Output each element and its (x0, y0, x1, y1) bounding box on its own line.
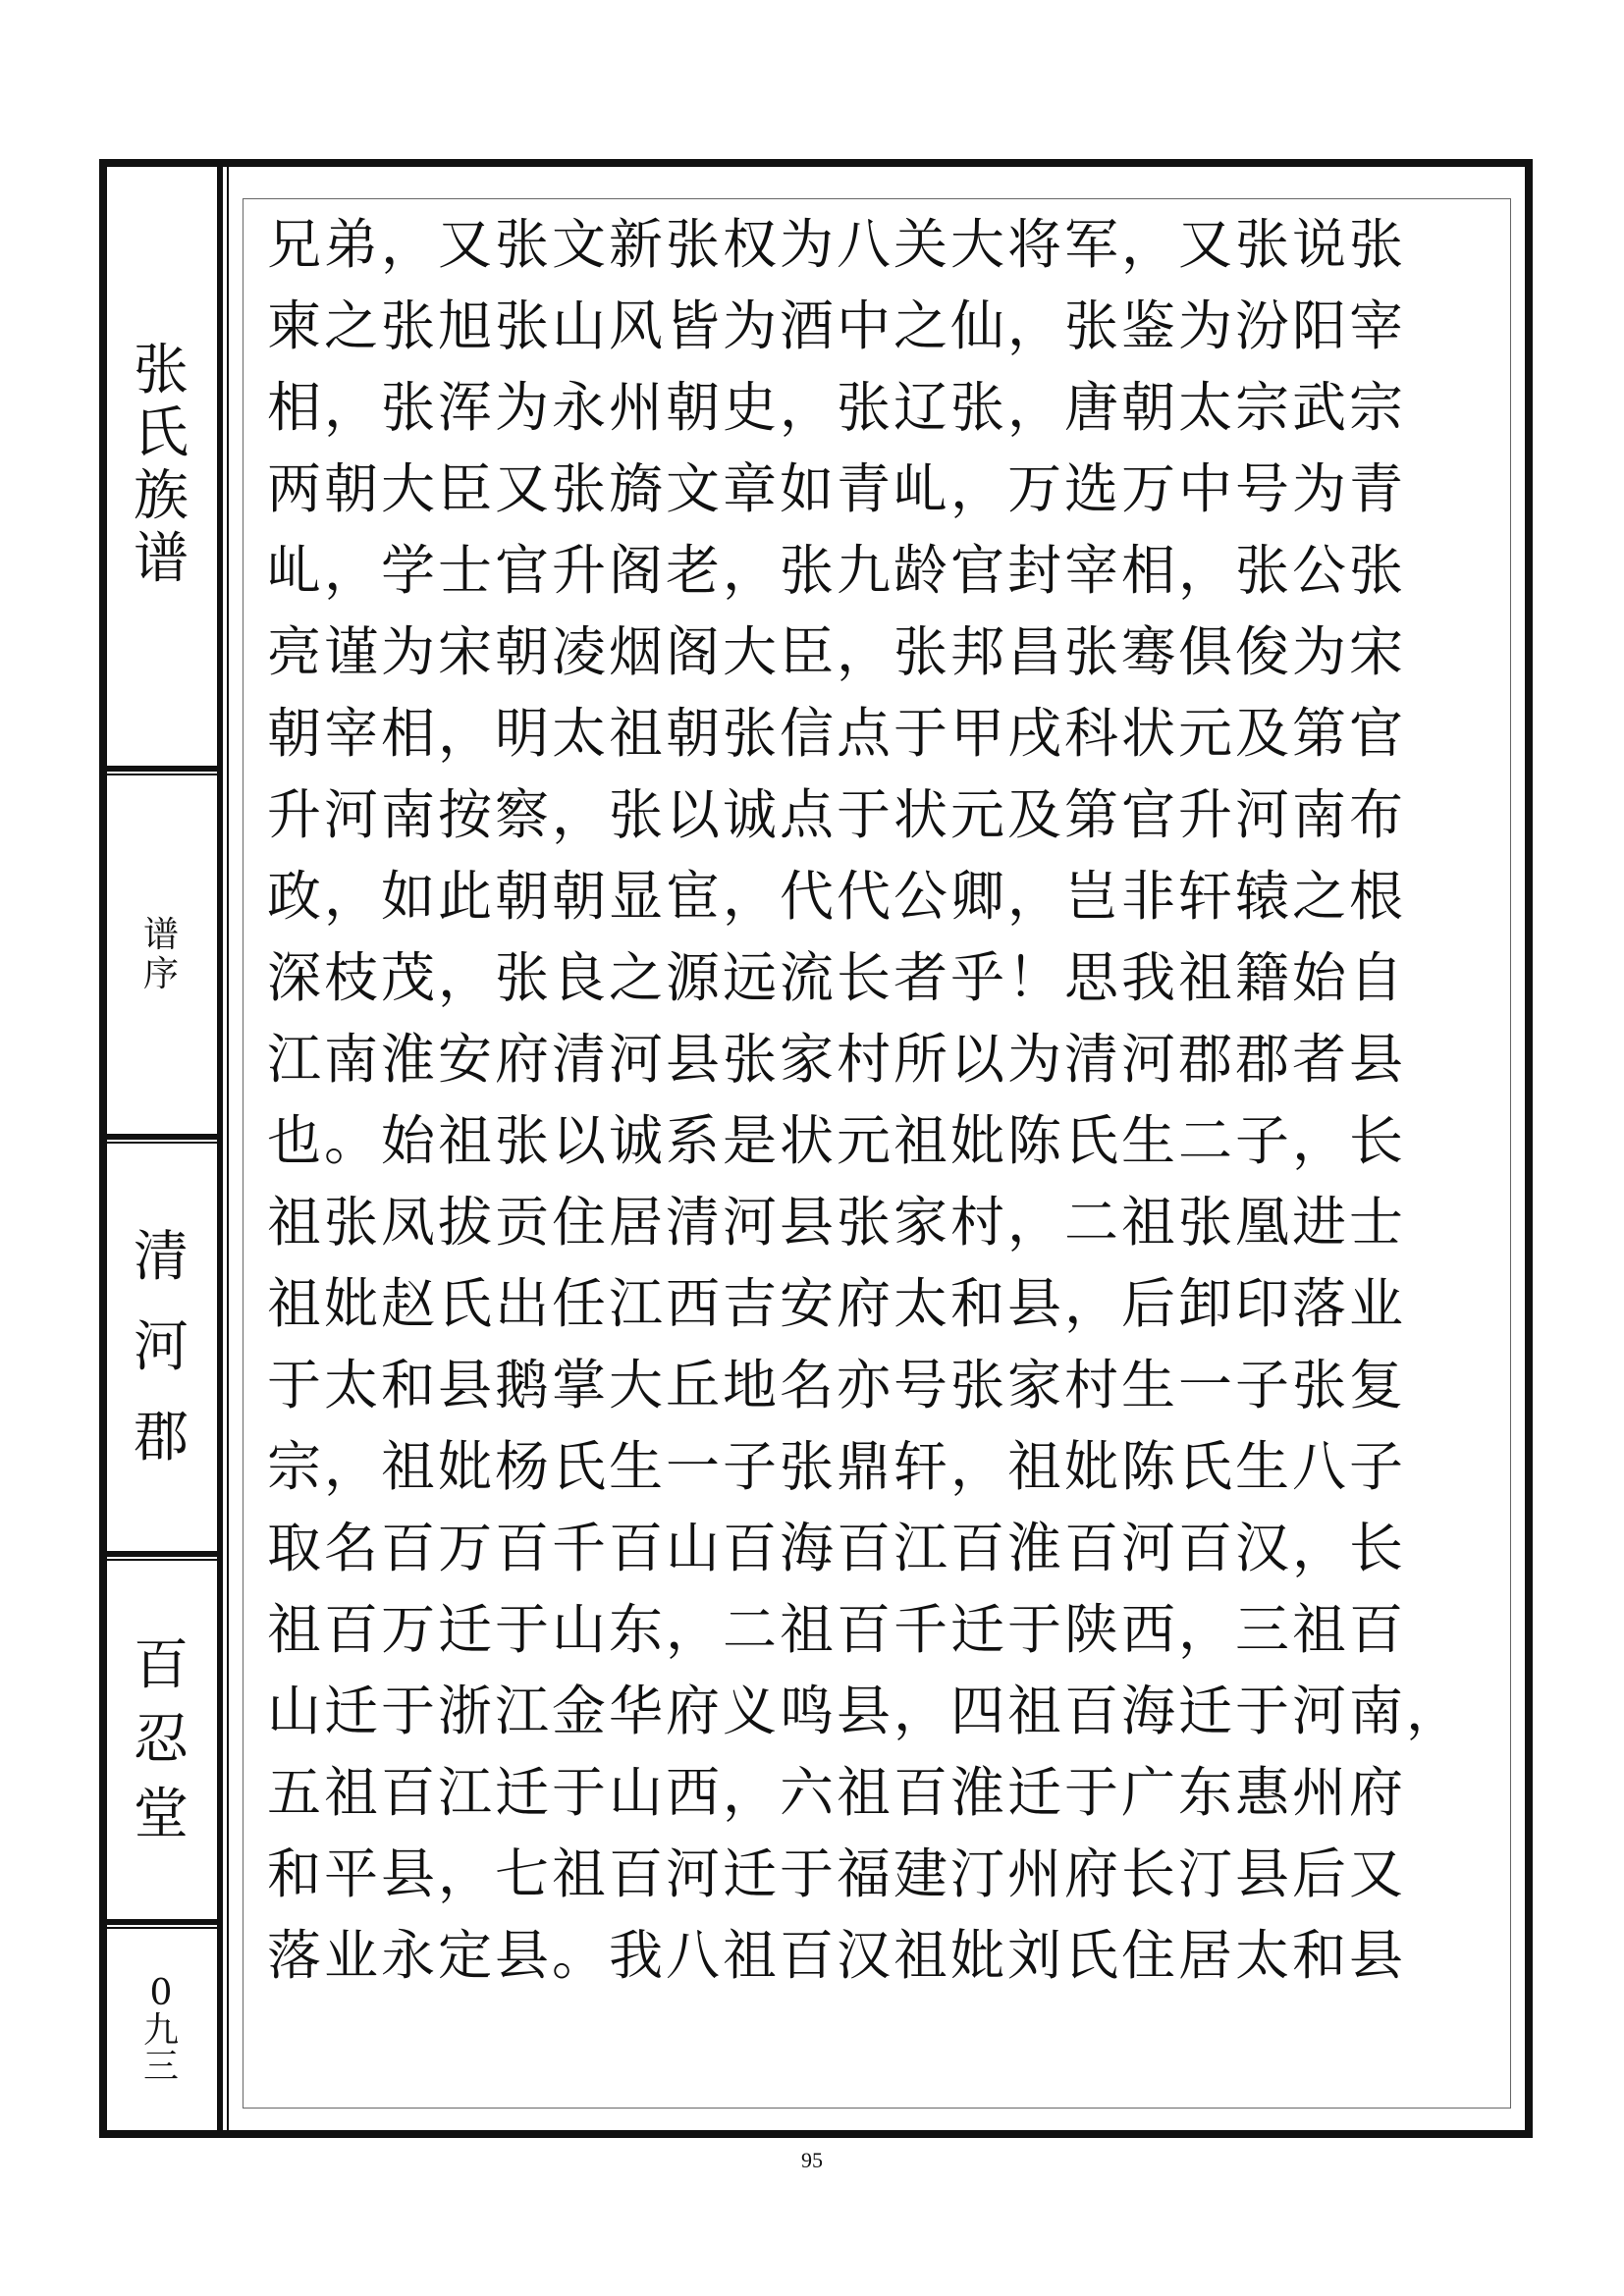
sidebar-region-cell (105, 1144, 217, 1551)
region-char: 河 (134, 1314, 189, 1379)
section-char: 谱 (142, 914, 179, 955)
text-line: 两朝大臣又张旖文章如青乢，万选万中号为青 (267, 457, 1407, 520)
sidebar-folio-cell (105, 1929, 217, 2132)
text-line: 祖妣赵氏出任江西吉安府太和县，后卸印落业 (267, 1272, 1407, 1335)
sidebar-hall-cell (105, 1561, 217, 1919)
region-char: 清 (134, 1224, 189, 1289)
text-line: 取名百万百千百山百海百江百淮百河百汉，长 (267, 1517, 1407, 1579)
text-line: 五祖百江迁于山西，六祖百淮迁于广东惠州府 (267, 1761, 1407, 1824)
section-char: 序 (142, 953, 179, 994)
folio-char: 0 (149, 1972, 173, 2013)
title-char: 氏 (134, 401, 189, 465)
text-line: 也。始祖张以诚系是状元祖妣陈氏生二子，长 (267, 1109, 1407, 1172)
page-number: 95 (801, 2148, 823, 2172)
region-char: 郡 (134, 1405, 189, 1469)
folio-char: 三 (142, 2047, 179, 2088)
sidebar-region (134, 1212, 189, 1483)
sidebar-divider-thin (227, 165, 229, 2132)
sidebar-section-cell (105, 775, 217, 1134)
text-line: 乢，学士官升阁老，张九龄官封宰相，张公张 (267, 539, 1407, 602)
text-line: 祖张凤拔贡住居清河县张家村，二祖张凰进士 (267, 1191, 1407, 1254)
text-line: 于太和县鹅掌大丘地名亦号张家村生一子张复 (267, 1354, 1407, 1416)
hall-char: 忍 (134, 1707, 189, 1772)
hall-char: 堂 (134, 1782, 189, 1846)
text-line: 政，如此朝朝显宦，代代公卿，岂非轩辕之根 (267, 865, 1407, 928)
title-char: 谱 (134, 527, 189, 591)
hall-char: 百 (134, 1632, 189, 1697)
sidebar-folio (142, 1972, 179, 2088)
text-line: 亮谨为宋朝凌烟阁大臣，张邦昌张骞俱俊为宋 (267, 620, 1407, 683)
text-line: 落业永定县。我八祖百汉祖妣刘氏住居太和县 (267, 1924, 1407, 1987)
body-text (267, 204, 1494, 1997)
text-line: 祖百万迁于山东，二祖百千迁于陕西，三祖百 (267, 1598, 1407, 1661)
text-line: 相，张浑为永州朝史，张辽张，唐朝太宗武宗 (267, 376, 1407, 439)
sidebar-separator (105, 1134, 217, 1140)
sidebar-separator (105, 1551, 217, 1557)
text-line: 山迁于浙江金华府义鸣县，四祖百海迁于河南， (267, 1680, 1464, 1742)
text-line: 宗，祖妣杨氏生一子张鼎轩，祖妣陈氏生八子 (267, 1435, 1407, 1498)
text-line: 和平县，七祖百河迁于福建汀州府长汀县后又 (267, 1842, 1407, 1905)
sidebar-title-cell (105, 165, 217, 766)
sidebar-separator (105, 766, 217, 772)
folio-char: 九 (142, 2009, 179, 2051)
sidebar-section (143, 916, 179, 994)
text-line: 柬之张旭张山风皆为酒中之仙，张鉴为汾阳宰 (267, 294, 1407, 357)
title-char: 族 (134, 464, 189, 528)
sidebar-divider-thick (217, 165, 223, 2132)
text-line: 升河南按察，张以诚点于状元及第官升河南布 (267, 783, 1407, 846)
sidebar-hall (134, 1629, 189, 1852)
sidebar-separator (105, 1919, 217, 1925)
text-line: 朝宰相，明太祖朝张信点于甲戌科状元及第官 (267, 702, 1407, 765)
text-line: 深枝茂，张良之源远流长者乎！思我祖籍始自 (267, 946, 1407, 1009)
text-line: 兄弟，又张文新张权为八关大将军，又张说张 (267, 213, 1407, 276)
text-line: 江南淮安府清河县张家村所以为清河郡郡者县 (267, 1028, 1407, 1091)
sidebar-title (134, 340, 189, 591)
title-char: 张 (134, 339, 189, 402)
